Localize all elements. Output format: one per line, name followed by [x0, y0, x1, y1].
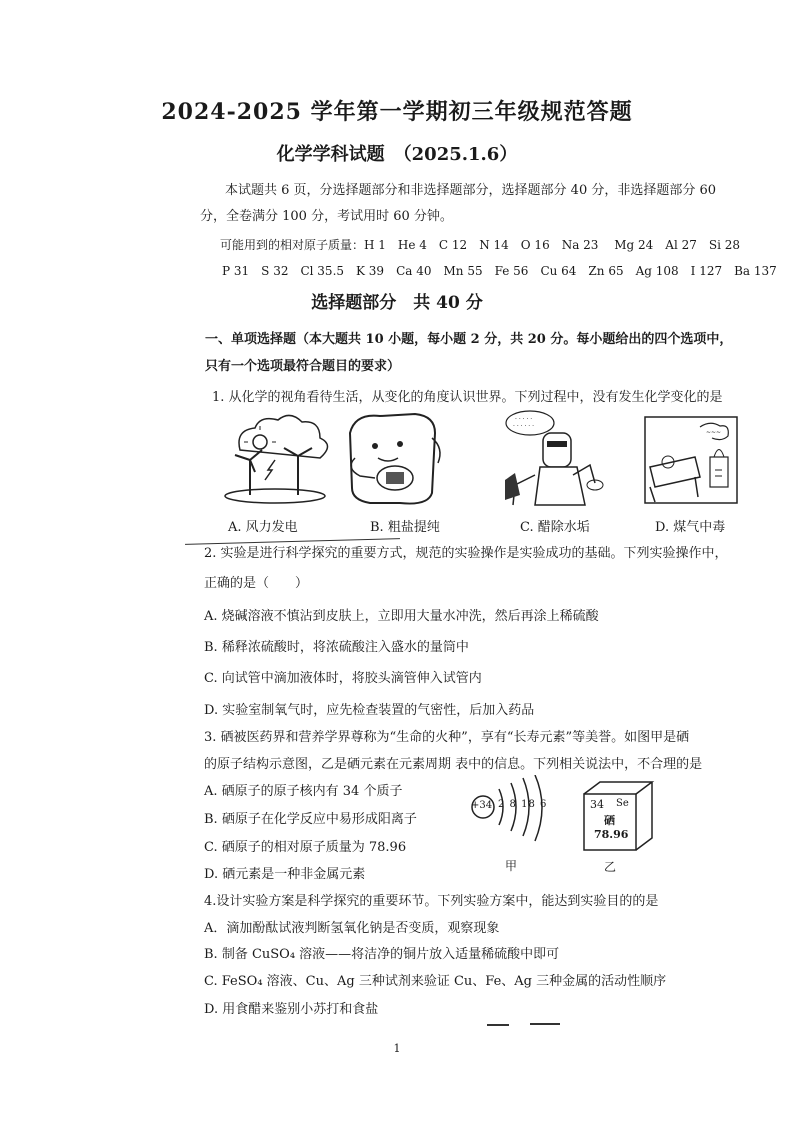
scan-mark-1	[487, 1024, 509, 1026]
wind-power-illustration	[220, 410, 338, 506]
shell-electrons: 2 8 18 6	[498, 799, 548, 810]
q2-option-b: B. 稀释浓硫酸时，将浓硫酸注入盛水的量筒中	[204, 640, 469, 655]
q1-option-d: D. 煤气中毒	[655, 520, 726, 535]
q4-stem: 4.设计实验方案是科学探究的重要环节。下列实验方案中，能达到实验目的的是	[204, 894, 659, 909]
gas-poisoning-illustration	[640, 412, 742, 508]
vinegar-descaling-illustration	[495, 405, 607, 511]
atomic-masses-line-2: P 31 S 32 Cl 35.5 K 39 Ca 40 Mn 55 Fe 56 Cu 64 Zn 65 Ag 108 I 127 Ba 137	[222, 264, 777, 278]
svg-text:~~~: ~~~	[706, 429, 722, 436]
nucleus-charge: +34	[471, 800, 493, 811]
q3-stem-line-1: 3. 硒被医药界和营养学界尊称为“生命的火种”，享有“长寿元素”等美誉。如图甲是硒	[204, 730, 690, 745]
electron-shells-arcs	[465, 775, 575, 855]
svg-text:· · · · ·: · · · · ·	[515, 416, 533, 423]
q3-option-d: D. 硒元素是一种非金属元素	[204, 867, 366, 882]
q4-option-b: B. 制备 CuSO₄ 溶液——将洁净的铜片放入适量稀硫酸中即可	[204, 947, 560, 962]
svg-text:· · · · · ·: · · · · · ·	[513, 423, 534, 430]
intro-line-2: 分，全卷满分 100 分，考试用时 60 分钟。	[200, 209, 453, 224]
q2-stem-line-2: 正确的是（ ）	[204, 576, 309, 591]
diagram-label-jia: 甲	[505, 859, 518, 873]
q2-stem-line-1: 2. 实验是进行科学探究的重要方式，规范的实验操作是实验成功的基础。下列实验操作中，	[204, 546, 728, 561]
q1-stem: 1. 从化学的视角看待生活，从变化的角度认识世界。下列过程中，没有发生化学变化的是	[212, 390, 723, 405]
salt-purification-illustration	[340, 408, 446, 508]
q2-option-d: D. 实验室制氧气时，应先检查装置的气密性，后加入药品	[204, 703, 535, 718]
exam-title: 2024-2025 学年第一学期初三年级规范答题	[161, 99, 633, 125]
q1-option-b: B. 粗盐提纯	[370, 520, 440, 535]
part1-heading-line-2: 只有一个选项最符合题目的要求）	[205, 359, 401, 374]
diagram-label-yi: 乙	[604, 860, 617, 874]
atomic-masses-line-1: 可能用到的相对原子质量：H 1 He 4 C 12 N 14 O 16 Na 23 Mg 24 Al 27 Si 28	[220, 238, 741, 252]
q2-option-c: C. 向试管中滴加液体时，将胶头滴管伸入试管内	[204, 671, 482, 686]
element-name: 硒	[604, 814, 615, 827]
scan-mark-2	[530, 1023, 560, 1025]
q4-option-c: C. FeSO₄ 溶液、Cu、Ag 三种试剂来验证 Cu、Fe、Ag 三种金属的活动性顺序	[204, 974, 667, 989]
intro-line-1: 本试题共 6 页，分选择题部分和非选择题部分，选择题部分 40 分，非选择题部分 60	[225, 183, 717, 198]
q3-stem-line-2: 的原子结构示意图，乙是硒元素在元素周期 表中的信息。下列相关说法中，不合理的是	[204, 757, 703, 772]
q1-option-a: A. 风力发电	[228, 520, 298, 535]
cell-frame	[580, 778, 656, 856]
q3-option-c: C. 硒原子的相对原子质量为 78.96	[204, 840, 407, 855]
part1-heading-line-1: 一、单项选择题（本大题共 10 小题，每小题 2 分，共 20 分。每小题给出的四个选项中，	[205, 332, 733, 347]
q2-option-a: A. 烧碱溶液不慎沾到皮肤上，立即用大量水冲洗，然后再涂上稀硫酸	[204, 609, 599, 624]
q3-option-a: A. 硒原子的原子核内有 34 个质子	[204, 784, 403, 799]
exam-subtitle: 化学学科试题 （2025.1.6）	[276, 144, 518, 165]
atomic-mass: 78.96	[594, 828, 629, 841]
q1-option-c: C. 醋除水垢	[520, 520, 590, 535]
page-number: 1	[393, 1042, 401, 1055]
q3-option-b: B. 硒原子在化学反应中易形成阳离子	[204, 812, 417, 827]
element-symbol: Se	[616, 798, 629, 809]
selenium-atom-diagram	[465, 775, 575, 875]
selenium-periodic-cell	[580, 778, 656, 878]
q4-option-d: D. 用食醋来鉴别小苏打和食盐	[204, 1002, 379, 1017]
q4-option-a: A．滴加酚酞试液判断氢氧化钠是否变质，观察现象	[204, 921, 500, 936]
atomic-number: 34	[590, 798, 604, 811]
section-title: 选择题部分 共 40 分	[311, 293, 483, 313]
